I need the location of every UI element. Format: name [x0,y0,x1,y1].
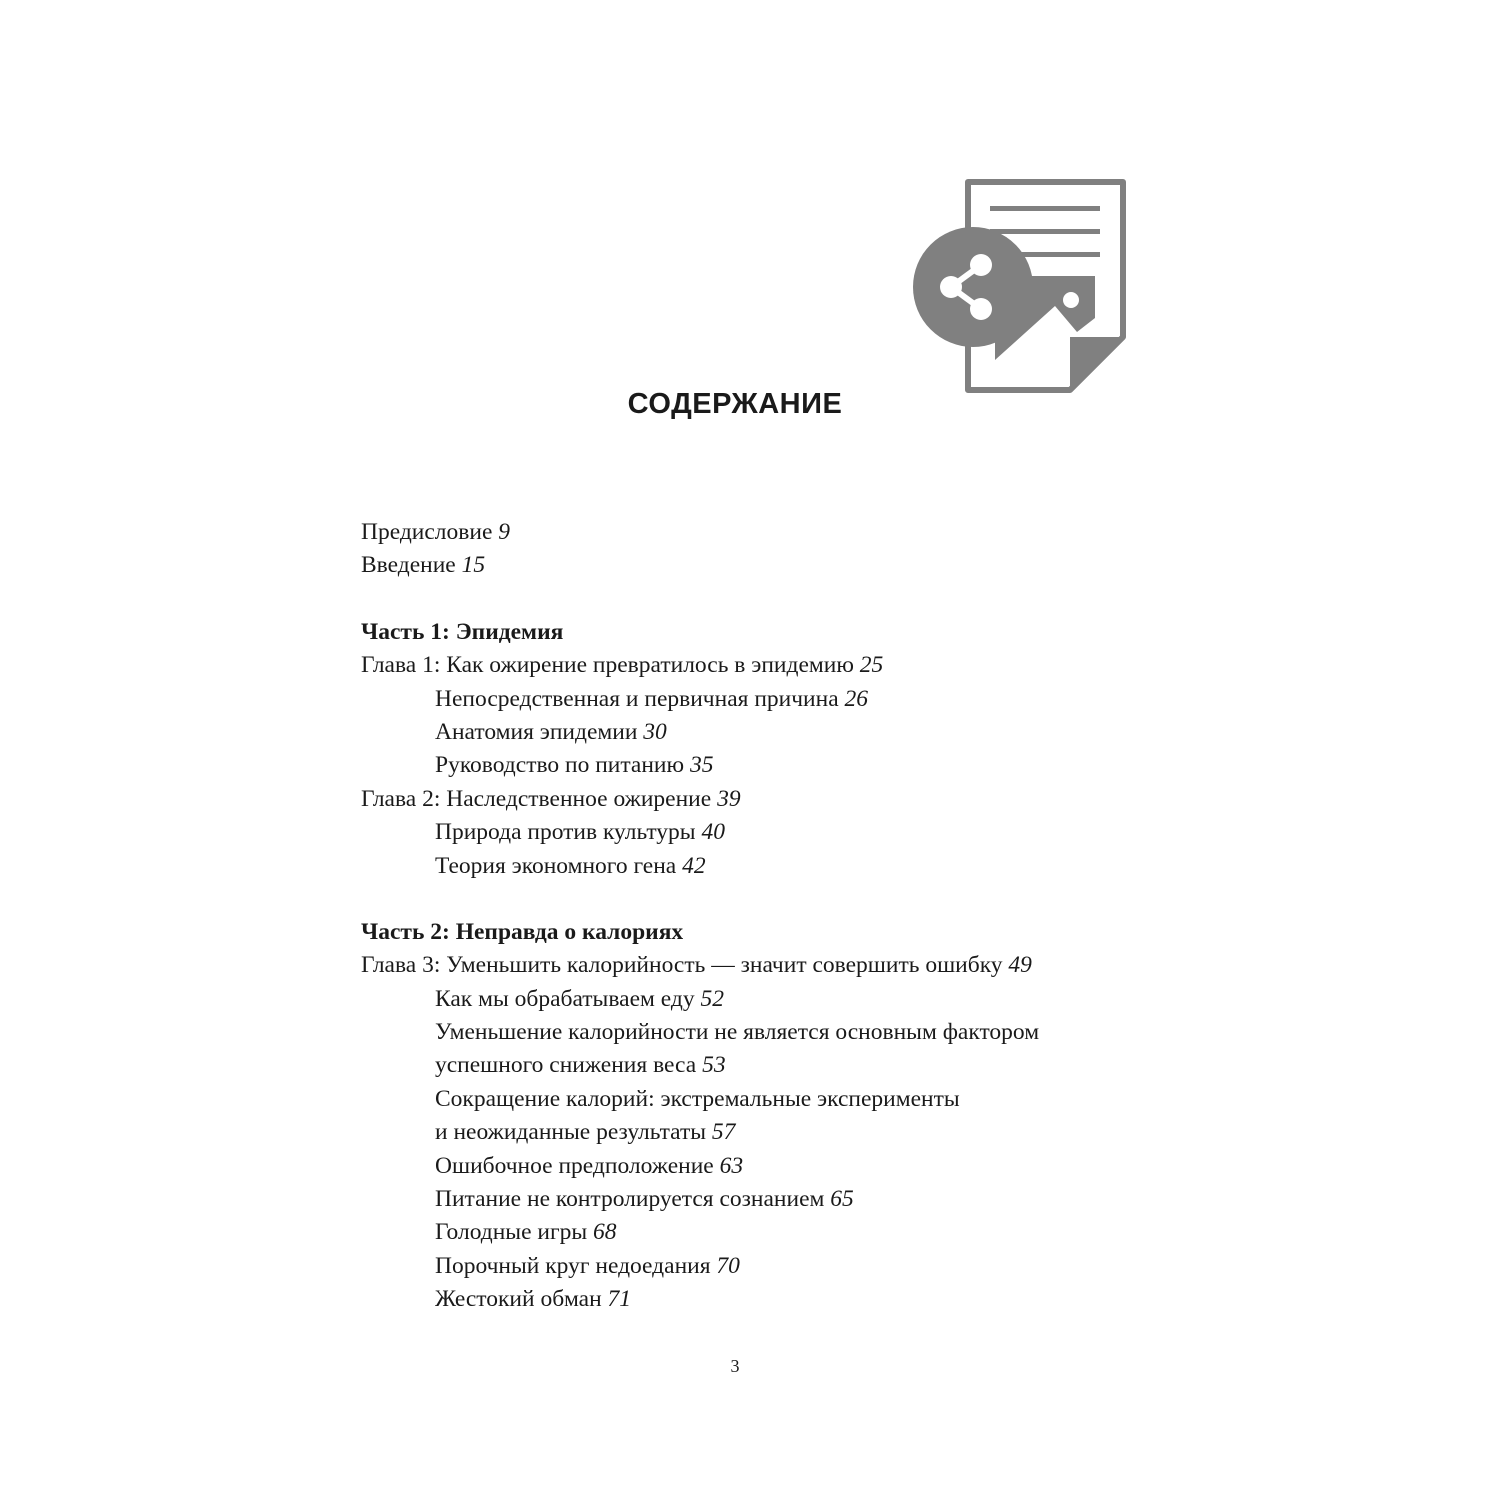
toc-page-number: 26 [844,685,868,712]
toc-page-number: 40 [701,819,725,846]
toc-entry-title: успешного снижения веса [435,1052,697,1079]
share-document-icon [905,172,1140,397]
toc-page-number: 57 [711,1119,736,1146]
toc-entry [361,983,1161,1016]
toc-entry [361,749,1161,782]
toc-entry-title: Сокращение калорий: экстремальные эксперименты [435,1085,960,1112]
toc-entry-title: и неожиданные результаты [435,1119,707,1146]
table-of-contents [361,516,1161,1317]
page-number: 3 [730,1356,740,1376]
toc-entry [361,716,1161,749]
toc-page-number: 52 [700,985,724,1012]
toc-page-number: 25 [859,652,884,679]
toc-entry [361,649,1161,682]
toc-entry-title: Руководство по питанию [435,752,685,779]
toc-page-number: 9 [498,519,511,545]
toc-entry-title: Природа против культуры [435,819,696,846]
toc-part-heading [361,916,1161,949]
toc-entry [361,1283,1161,1316]
toc-page-number: 68 [593,1219,617,1246]
toc-entry-title: Ошибочное предположение [435,1152,720,1179]
toc-entry-title: Как мы обрабатываем еду [435,985,695,1012]
toc-entry [361,683,1161,716]
toc-entry [361,1216,1161,1249]
toc-page-number: 15 [461,552,486,579]
toc-entry [361,1083,1161,1116]
toc-page-number: 65 [830,1186,854,1213]
toc-page-number: 49 [1008,952,1032,979]
toc-entry-title: Теория экономного гена [435,852,677,879]
toc-page-number: 39 [717,785,741,812]
toc-entry [361,516,1161,549]
toc-page-number: 42 [682,852,706,879]
toc-entry [361,1150,1161,1183]
toc-entry-title: Глава 3: Уменьшить калорийность — значит совершить ошибку [361,952,1003,979]
toc-entry [361,850,1161,883]
toc-entry [361,949,1161,982]
toc-entry-title: Непосредственная и первичная причина [435,685,839,712]
toc-page-number: 35 [689,752,714,779]
toc-page-number: 63 [719,1152,744,1179]
toc-entry-title: Часть 2: Неправда о калориях [361,918,684,945]
toc-page-number: 30 [643,718,667,745]
toc-entry-title: Часть 1: Эпидемия [361,618,564,645]
toc-entry-title: Голодные игры [435,1219,588,1246]
toc-entry-title: Уменьшение калорийности не является основным фактором [435,1019,1040,1046]
toc-part-heading [361,616,1161,649]
toc-entry-title: Питание не контролируется сознанием [435,1186,825,1213]
toc-entry [361,1116,1161,1149]
toc-entry [361,1049,1161,1082]
toc-entry [361,783,1161,816]
toc-page-number: 70 [716,1252,740,1279]
toc-page-number: 71 [607,1286,632,1313]
toc-entry [361,549,1161,582]
toc-entry [361,816,1161,849]
toc-entry [361,1183,1161,1216]
toc-entry-title: Анатомия эпидемии [435,718,638,745]
toc-entry-title: Введение [361,552,456,579]
page-title: СОДЕРЖАНИЕ [627,388,843,420]
toc-entry [361,1250,1161,1283]
toc-entry-title: Глава 1: Как ожирение превратилось в эпидемию [361,652,854,679]
toc-entry-title: Порочный круг недоедания [435,1252,711,1279]
toc-entry-title: Предисловие [361,519,493,545]
toc-entry-title: Жестокий обман [435,1286,602,1313]
toc-entry [361,1016,1161,1049]
toc-entry-title: Глава 2: Наследственное ожирение [361,785,712,812]
toc-page-number: 53 [702,1052,726,1079]
